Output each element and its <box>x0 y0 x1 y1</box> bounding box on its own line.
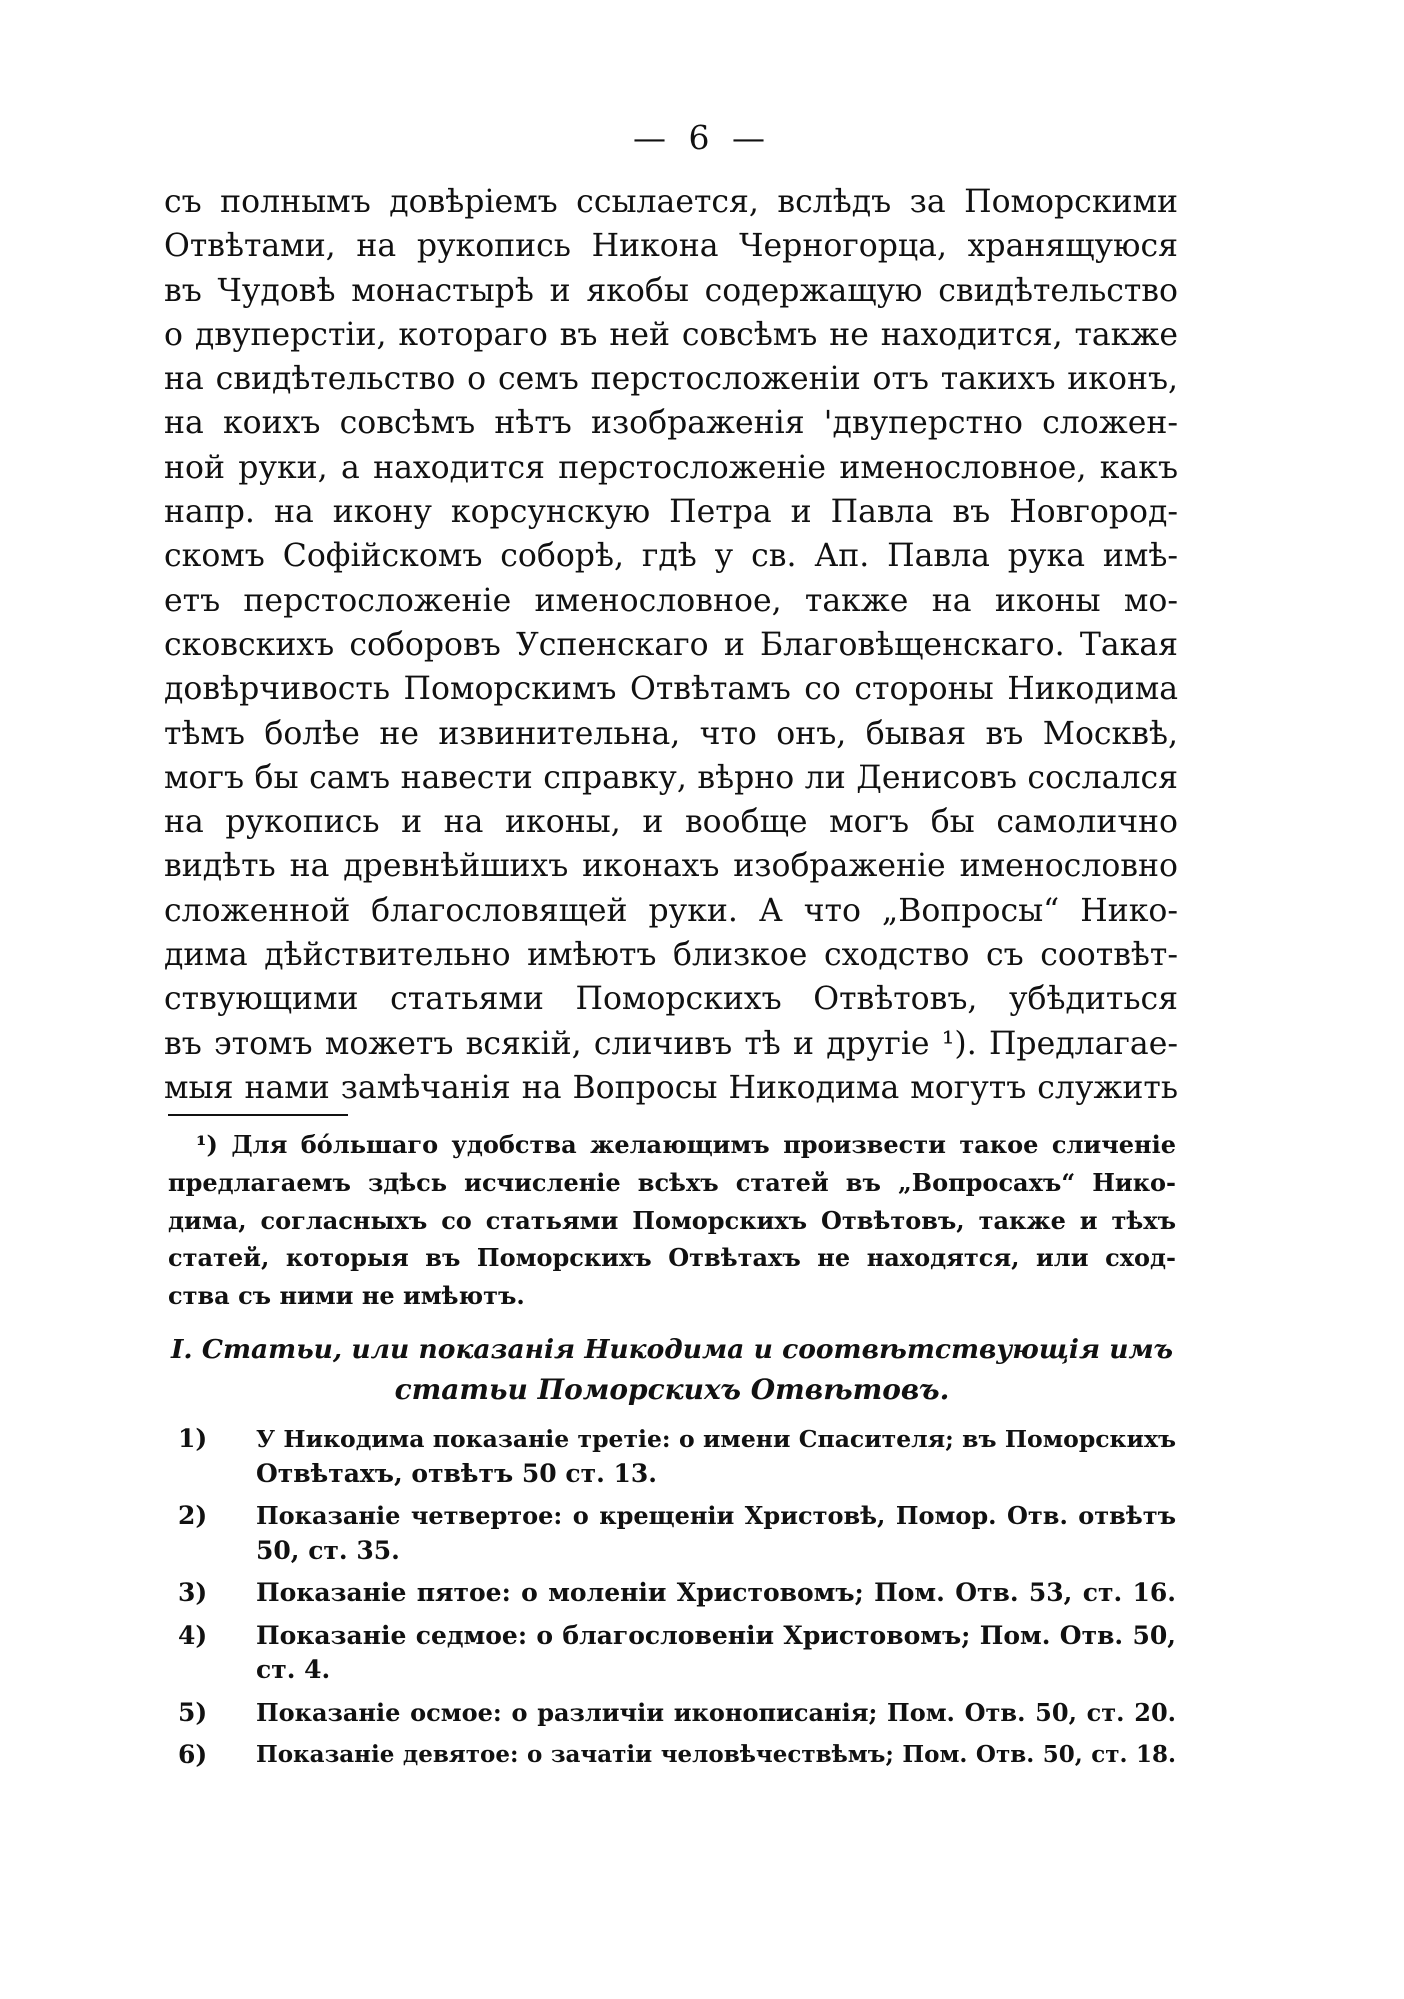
heading-line: статьи Поморскихъ Отвѣтовъ. <box>394 1373 950 1406</box>
body-line: ствующими статьями Поморскихъ Отвѣтовъ, убѣдиться <box>164 981 1178 1018</box>
list-item-number: 4) <box>178 1620 208 1650</box>
body-line: съ полнымъ довѣріемъ ссылается, вслѣдъ за Поморскими <box>164 184 1178 220</box>
list-item-line: Показаніе пятое: о моленіи Христовомъ; Пом. Отв. 53, ст. 16. <box>256 1578 1176 1607</box>
list-item-number: 1) <box>178 1424 208 1453</box>
footnote <box>168 1126 1176 1315</box>
list-item <box>168 1619 1176 1688</box>
article-list <box>168 1422 1176 1781</box>
body-line: Отвѣтами, на рукопись Никона Черногорца, хранящуюся <box>164 228 1178 265</box>
list-item <box>168 1576 1176 1611</box>
list-item-line: 50, ст. 35. <box>256 1535 400 1565</box>
body-line: на рукопись и на иконы, и вообще могъ бы самолично <box>164 804 1178 841</box>
footnote-divider <box>168 1114 348 1116</box>
body-line: мыя нами замѣчанія на Вопросы Никодима могутъ служить <box>164 1069 1178 1106</box>
body-text <box>164 180 1178 1110</box>
list-item-line: У Никодима показаніе третіе: о имени Спасителя; въ Поморскихъ <box>256 1425 1176 1453</box>
list-item-number: 2) <box>178 1501 208 1530</box>
body-line: въ этомъ можетъ всякій, сличивъ тѣ и другіе ¹). Предлагае- <box>164 1025 1178 1062</box>
list-item <box>168 1738 1176 1773</box>
body-line: ной руки, а находится перстосложеніе именословное, какъ <box>164 449 1178 486</box>
list-item <box>168 1696 1176 1731</box>
body-line: сложенной благословящей руки. А что „Вопросы“ Нико- <box>164 892 1178 929</box>
body-line: етъ перстосложеніе именословное, также на иконы мо- <box>164 582 1178 619</box>
footnote-line: дима, согласныхъ со статьями Поморскихъ Отвѣтовъ, также и тѣхъ <box>168 1205 1176 1235</box>
body-line: скомъ Софійскомъ соборѣ, гдѣ у св. Ап. Павла рука имѣ- <box>164 538 1178 575</box>
body-line: тѣмъ болѣе не извинительна, что онъ, бывая въ Москвѣ, <box>164 715 1178 752</box>
footnote-line: статей, которыя въ Поморскихъ Отвѣтахъ не находятся, или сход- <box>168 1243 1176 1273</box>
list-item-number: 5) <box>178 1697 208 1727</box>
heading-line: I. Статьи, или показанія Никодима и соотвѣтствующія имъ <box>171 1334 1173 1365</box>
body-line: видѣть на древнѣйшихъ иконахъ изображеніе именословно <box>164 848 1178 885</box>
body-line: могъ бы самъ навести справку, вѣрно ли Денисовъ сослался <box>164 759 1178 796</box>
body-line: на свидѣтельство о семъ перстосложеніи отъ такихъ иконъ, <box>164 361 1178 398</box>
footnote-line: ства съ ними не имѣютъ. <box>168 1281 525 1311</box>
section-heading <box>168 1330 1176 1410</box>
body-line: о двуперстіи, котораго въ ней совсѣмъ не находится, также <box>164 316 1178 353</box>
body-line: въ Чудовѣ монастырѣ и якобы содержащую свидѣтельство <box>164 272 1178 309</box>
list-item-number: 6) <box>178 1740 208 1769</box>
list-item-number: 3) <box>178 1578 208 1607</box>
body-line: довѣрчивость Поморскимъ Отвѣтамъ со стороны Никодима <box>164 671 1178 708</box>
list-item-line: Показаніе осмое: о различіи иконописанія; Пом. Отв. 50, ст. 20. <box>256 1697 1176 1727</box>
footnote-line: предлагаемъ здѣсь исчисленіе всѣхъ статей въ „Вопросахъ“ Нико- <box>168 1167 1176 1197</box>
footnote-line: ¹) Для бо́льшаго удобства желающимъ произвести такое сличеніе <box>196 1130 1176 1159</box>
page-number: — 6 — <box>633 118 771 157</box>
body-line: на коихъ совсѣмъ нѣтъ изображенія 'двуперстно сложен- <box>164 405 1178 442</box>
list-item-line: ст. 4. <box>256 1655 331 1684</box>
body-line: дима дѣйствительно имѣютъ близкое сходство съ соотвѣт- <box>164 937 1178 974</box>
list-item-line: Показаніе четвертое: о крещеніи Христовѣ, Помор. Отв. отвѣтъ <box>256 1501 1176 1530</box>
list-item-line: Показаніе девятое: о зачатіи человѣчествѣмъ; Пом. Отв. 50, ст. 18. <box>256 1741 1176 1768</box>
body-line: сковскихъ соборовъ Успенскаго и Благовѣщенскаго. Такая <box>164 626 1178 663</box>
list-item-line: Показаніе седмое: о благословеніи Христовомъ; Пом. Отв. 50, <box>256 1620 1176 1650</box>
list-item <box>168 1499 1176 1568</box>
list-item <box>168 1422 1176 1491</box>
body-line: напр. на икону корсунскую Петра и Павла въ Новгород- <box>164 494 1178 531</box>
list-item-line: Отвѣтахъ, отвѣтъ 50 ст. 13. <box>256 1458 657 1488</box>
